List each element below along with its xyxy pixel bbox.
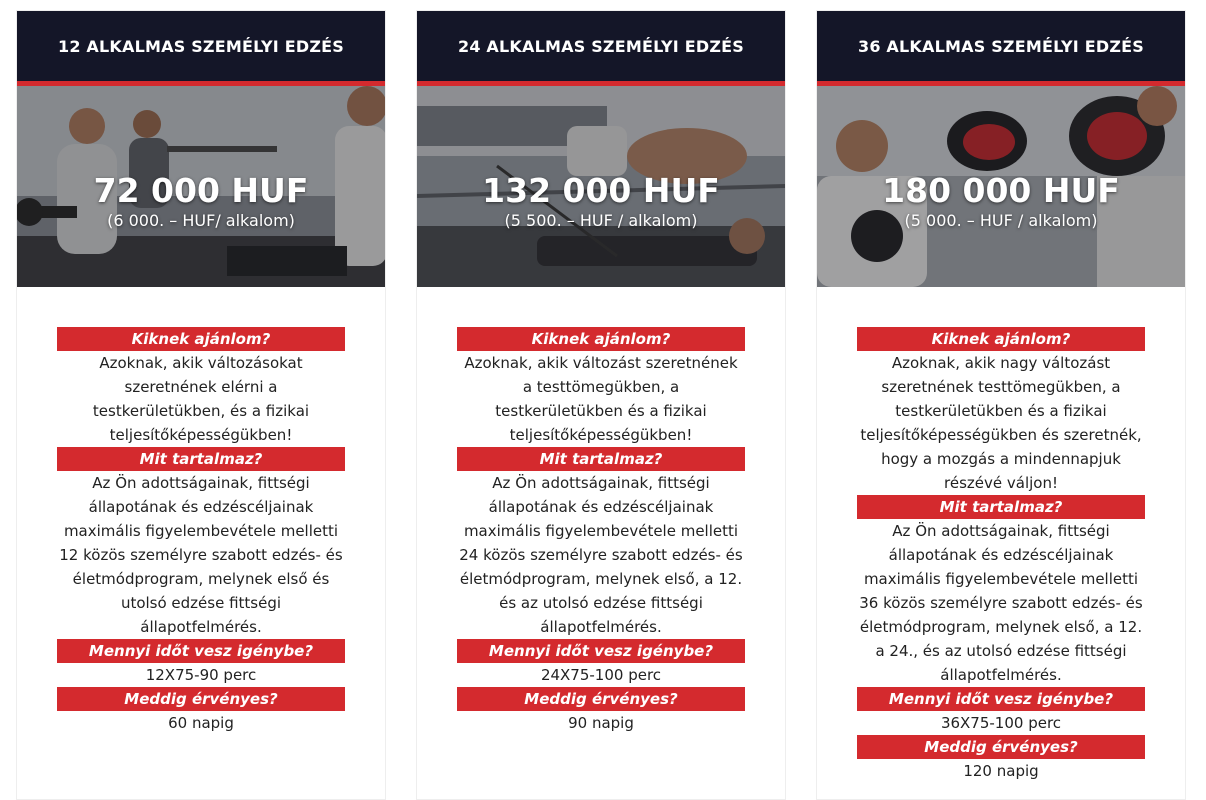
section-title: Kiknek ajánlom? [457,327,745,351]
card-body [17,287,385,735]
section-title: Kiknek ajánlom? [57,327,345,351]
card-body [417,287,785,735]
section-title: Mit tartalmaz? [457,447,745,471]
section-text: Az Ön adottságainak, fittségi állapotának és edzéscéljainak maximális figyelembevétele melletti 36 közös személyre szabott edzés- és életmódprogram, melynek első, a 12. a 24., és az utolsó edzése fittségi állapotfelmérés. [859,522,1143,684]
pricing-card-24 [416,10,786,800]
section-title: Meddig érvényes? [457,687,745,711]
section-text: Azoknak, akik változást szeretnének a testtömegükben, a testkerületükben és a fizikai teljesítőképességükben! [464,354,738,444]
section-text: 60 napig [168,714,234,732]
section-title: Mennyi időt vesz igénybe? [857,687,1145,711]
section-text: Az Ön adottságainak, fittségi állapotának és edzéscéljainak maximális figyelembevétele melletti 24 közös személyre szabott edzés- és életmódprogram, melynek első, a 12. és az utolsó edzése fittségi állapotfelmérés. [459,474,743,636]
section-title: Kiknek ajánlom? [857,327,1145,351]
section-text: 12X75-90 perc [145,666,257,684]
section-title: Mit tartalmaz? [57,447,345,471]
card-title: 12 ALKALMAS SZEMÉLYI EDZÉS [17,11,385,86]
section-title: Mit tartalmaz? [857,495,1145,519]
section-title: Mennyi időt vesz igénybe? [57,639,345,663]
price: 180 000 HUF [882,171,1120,210]
price: 72 000 HUF [93,171,309,210]
card-hero-image [417,86,785,287]
pricing-card-12 [16,10,386,800]
card-body [817,287,1185,783]
price-per-session: (5 500. – HUF / alkalom) [504,211,698,230]
card-title: 24 ALKALMAS SZEMÉLYI EDZÉS [417,11,785,86]
section-text: Az Ön adottságainak, fittségi állapotának és edzéscéljainak maximális figyelembevétele melletti 12 közös személyre szabott edzés- és életmódprogram, melynek első és utolsó edzése fittségi állapotfelmérés. [59,474,343,636]
section-text: 36X75-100 perc [940,714,1062,732]
price-per-session: (6 000. – HUF/ alkalom) [107,211,295,230]
section-text: Azoknak, akik változásokat szeretnének elérni a testkerületükben, és a fizikai teljesítőképességükben! [92,354,310,444]
card-hero-image [17,86,385,287]
section-text: 90 napig [568,714,634,732]
card-hero-image [817,86,1185,287]
section-text: Azoknak, akik nagy változást szeretnének testtömegükben, a testkerületükben és a fizikai teljesítőképességükben és szeretnék, hogy a mozgás a mindennapjuk részévé váljon! [860,354,1142,492]
pricing-card-36 [816,10,1186,800]
section-title: Meddig érvényes? [857,735,1145,759]
price: 132 000 HUF [482,171,720,210]
section-text: 24X75-100 perc [540,666,662,684]
section-title: Mennyi időt vesz igénybe? [457,639,745,663]
section-title: Meddig érvényes? [57,687,345,711]
section-text: 120 napig [963,762,1039,780]
card-title: 36 ALKALMAS SZEMÉLYI EDZÉS [817,11,1185,86]
price-per-session: (5 000. – HUF / alkalom) [904,211,1098,230]
